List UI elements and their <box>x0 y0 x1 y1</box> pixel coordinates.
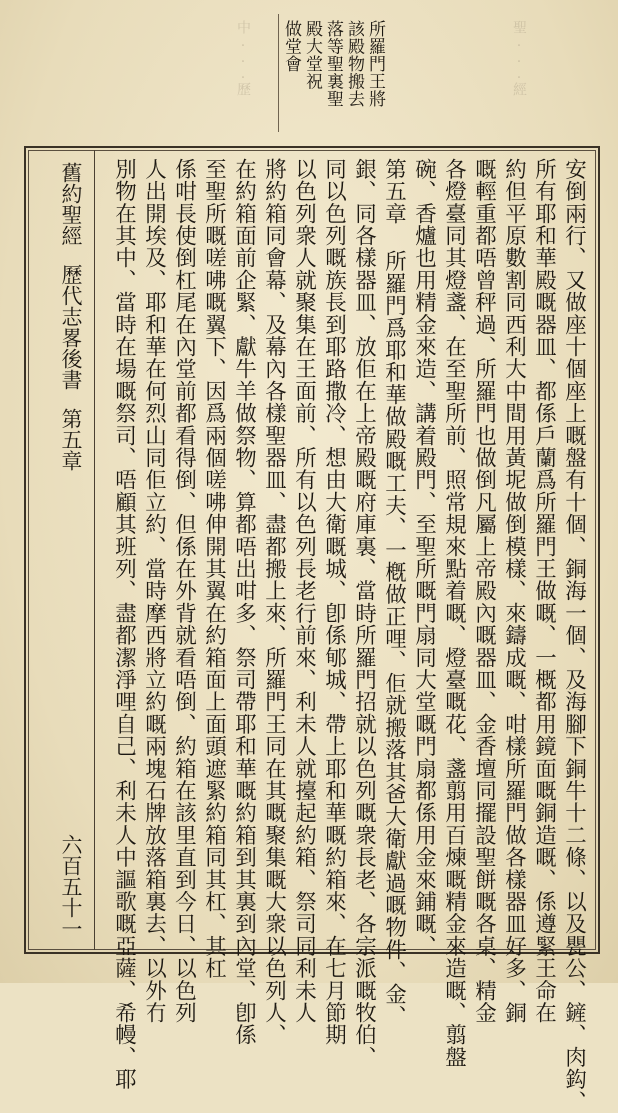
text-column: 所有耶和華殿嘅器皿、都係戶蘭爲所羅門王做嘅、一概都用鏡面嘅銅造嘅、係遵緊王命在 <box>531 158 557 1024</box>
book-title: 舊約聖經 <box>59 162 83 246</box>
header-ghost-line: 聖...經 <box>511 20 527 96</box>
header-line: 殿大堂祝 <box>302 20 322 90</box>
text-column: 將約箱同會幕、及幕內各樣聖器皿、盡都搬上來、所羅門王同在其嘅聚集嘅大衆以色列人、 <box>261 158 287 1046</box>
text-column: 安倒兩行、又做座十個座上嘅盤有十個、銅海一個、及海腳下銅牛十二條、以及甖公、鏟、肉鈎、 <box>561 158 587 1113</box>
header-line: 該殿物搬去 <box>344 20 364 108</box>
header-line: 做堂會 <box>281 20 301 73</box>
section-title: 歷代志畧後書 <box>59 264 83 390</box>
text-column: 以色列衆人就聚集在王面前、所有以色列長老行前來、利未人就擡起約箱、祭司同利未人 <box>291 158 317 1024</box>
header-ghost-line: 中...歷 <box>235 20 251 96</box>
header-line: 所羅門王將 <box>365 20 385 108</box>
text-column: 約但平原數割同西利大中間用黃坭做倒模樣、來鑄成嘅、咁樣所羅門做各樣器皿好多、銅 <box>501 158 527 1024</box>
text-column: 至聖所嘅嗟咈嘅翼下、因爲兩個嗟咈伸開其翼在約箱面上面頭遮緊約箱同其杠、其杠 <box>201 158 227 980</box>
header-line: 落等聖裏聖 <box>323 20 343 108</box>
text-column: 銀、同各樣器皿、放佢在上帝殿嘅府庫裏、當時所羅門招就以色列嘅衆長老、各宗派嘅牧伯、 <box>351 158 377 1069</box>
margin-divider <box>94 150 95 950</box>
text-column: 人出開埃及、耶和華在何烈山同佢立約、當時摩西將立約嘅兩塊石牌放落箱裏去、以外冇 <box>141 158 167 1024</box>
text-column: 係咁長使倒杠尾在內堂前都看得倒、但係在外背就看唔倒、約箱在該里直到今日、以色列 <box>171 158 197 1024</box>
text-column: 同以色列嘅族長到耶路撒冷、想由大衛嘅城、卽係郇城、帶上耶和華嘅約箱來、在七月節期 <box>321 158 347 1046</box>
page-number: 六百五十一 <box>59 834 83 939</box>
text-column: 碗、香爐也用精金來造、講着殿門、至聖所嘅門扇同大堂嘅門扇都係用金來鋪嘅、 <box>411 158 437 958</box>
margin-title-column <box>60 162 81 942</box>
text-column: 別物在其中、當時在場嘅祭司、唔顧其班列、盡都潔淨哩自己、利未人中謳歌嘅亞薩、希幔、耶 <box>111 158 137 1091</box>
chapter-label: 第五章 <box>59 408 83 471</box>
text-column: 第五章 所羅門爲耶和華做殿嘅工夫、一槪做正哩、佢就搬落其爸大衛獻過嘅物件、金、 <box>381 158 407 1028</box>
text-column: 各燈臺同其燈盞、在至聖所前、照常規來點着嘅、燈臺嘅花、盞翦用百煉嘅精金來造嘅、翦盤 <box>441 158 467 1069</box>
text-column: 嘅輕重都唔曾秤過、所羅門也做倒凡屬上帝殿內嘅器皿、金香壇同擺設聖餅嘅各桌、精金 <box>471 158 497 1024</box>
text-column: 在約箱面前企緊、獻牛羊做祭物、算都唔出咁多、祭司帶耶和華嘅約箱到其裏到內堂、卽係 <box>231 158 257 1046</box>
